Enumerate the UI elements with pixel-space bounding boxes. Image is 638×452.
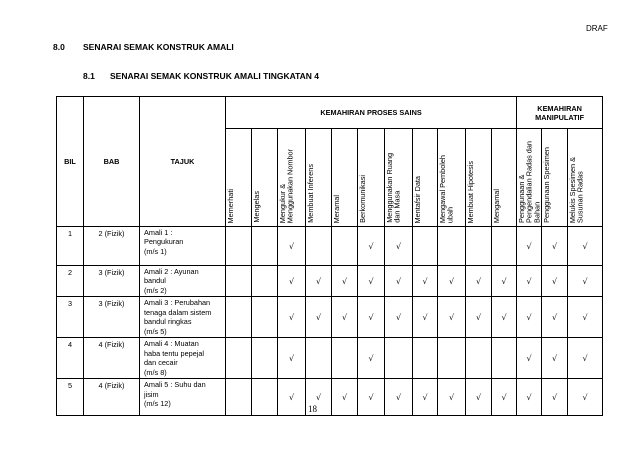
check-mark-icon: √ [475,276,482,286]
cell-skill-5 [358,379,385,416]
check-mark-icon: √ [552,312,558,322]
check-mark-icon: √ [501,276,507,286]
check-mark-icon: √ [368,353,374,363]
cell-skill-6 [385,227,413,266]
check-mark-icon: √ [315,276,322,286]
skill-label: Meramal [332,194,341,223]
cell-skill-9 [466,379,492,416]
check-mark-icon: √ [422,392,428,402]
check-mark-icon: √ [315,312,322,322]
skill-label: Membuat Hipotesis [466,160,475,223]
cell-skill-8 [438,379,466,416]
skill-label: Mengamal [492,188,501,223]
cell-skill-3 [306,338,332,379]
tajuk-line: tenaga dalam sistem [144,307,212,317]
cell-bil: 2 [57,266,84,297]
page-number: 18 [308,404,317,414]
section-title: SENARAI SEMAK KONSTRUK AMALI [83,42,234,52]
tajuk-line: jisim [144,389,159,399]
skill-label: Penggunaan Spesimen [542,147,552,223]
check-mark-icon: √ [395,312,402,322]
cell-skill-12 [542,227,568,266]
draft-label: DRAF [586,24,608,33]
tajuk-line: Amali 5 : Suhu dan [144,380,206,390]
tajuk-line: dan cecair [144,358,178,368]
cell-skill-2 [278,227,306,266]
cell-bil: 3 [57,297,84,338]
check-mark-icon: √ [526,276,532,286]
cell-skill-13 [568,227,603,266]
check-mark-icon: √ [341,392,348,402]
cell-skill-1 [252,297,278,338]
header-kemahiran-manipulatif-line1: KEMAHIRAN [537,103,582,113]
cell-skill-10 [492,338,517,379]
cell-bil: 4 [57,338,84,379]
header-skill-8 [438,129,466,227]
cell-skill-7 [413,379,438,416]
cell-skill-3 [306,266,332,297]
cell-skill-0 [226,379,252,416]
check-mark-icon: √ [582,241,588,251]
header-bil: BIL [57,97,84,227]
tajuk-line: Amali 1 : [144,228,173,237]
cell-skill-6 [385,266,413,297]
cell-skill-4 [332,379,358,416]
check-mark-icon: √ [288,241,295,251]
check-mark-icon: √ [368,276,374,286]
cell-bab: 4 (Fizik) [84,379,140,416]
cell-skill-7 [413,297,438,338]
skill-label: Penggunaan & Pengendalian Radas dan Bahan [517,141,542,223]
cell-skill-9 [466,338,492,379]
check-mark-icon: √ [582,392,588,402]
cell-skill-9 [466,227,492,266]
cell-skill-10 [492,379,517,416]
header-skill-10 [492,129,517,227]
tajuk-line: (m/s 8) [144,367,167,377]
check-mark-icon: √ [582,353,588,363]
check-mark-icon: √ [526,312,532,322]
check-mark-icon: √ [368,392,374,402]
check-mark-icon: √ [448,392,455,402]
cell-skill-3 [306,227,332,266]
check-mark-icon: √ [526,241,532,251]
header-skill-11 [517,129,542,227]
cell-skill-0 [226,266,252,297]
cell-bil: 1 [57,227,84,266]
skill-label: Menggunakan Ruang dan Masa [385,153,402,223]
check-mark-icon: √ [582,276,588,286]
check-mark-icon: √ [582,312,588,322]
table-row [57,338,603,379]
check-mark-icon: √ [395,392,402,402]
check-mark-icon: √ [288,353,295,363]
table-row [57,297,603,338]
cell-skill-1 [252,266,278,297]
cell-skill-12 [542,338,568,379]
skill-label: Melukis Spesimen & Susunan Radas [568,156,585,223]
check-mark-icon: √ [341,276,348,286]
cell-skill-8 [438,297,466,338]
cell-skill-2 [278,338,306,379]
cell-skill-8 [438,266,466,297]
cell-skill-0 [226,297,252,338]
header-skill-2 [278,129,306,227]
tajuk-line: Amali 3 : Perubahan [144,298,211,308]
check-mark-icon: √ [368,312,374,322]
cell-skill-13 [568,297,603,338]
skill-label: Mengawal Pemboleh ubah [438,154,455,223]
check-mark-icon: √ [526,353,532,363]
cell-skill-9 [466,266,492,297]
tajuk-line: (m/s 5) [144,326,167,336]
check-mark-icon: √ [448,276,455,286]
check-mark-icon: √ [501,312,507,322]
tajuk-line: Amali 4 : Muatan [144,339,199,349]
cell-skill-5 [358,297,385,338]
cell-skill-13 [568,338,603,379]
cell-tajuk [140,297,226,338]
tajuk-line: Pengukuran [144,237,184,247]
header-kemahiran-manipulatif [517,97,603,129]
cell-skill-5 [358,338,385,379]
check-mark-icon: √ [501,392,507,402]
check-mark-icon: √ [315,392,322,402]
cell-tajuk [140,227,226,266]
cell-skill-4 [332,297,358,338]
check-mark-icon: √ [368,241,374,251]
cell-bab: 3 (Fizik) [84,297,140,338]
check-mark-icon: √ [341,312,348,322]
skill-label: Membuat Inferens [306,164,315,223]
cell-skill-9 [466,297,492,338]
cell-skill-6 [385,297,413,338]
header-skill-1 [252,129,278,227]
skill-label: Mengukur & Menggunakan Nombor [278,148,295,223]
check-mark-icon: √ [552,276,558,286]
cell-skill-2 [278,297,306,338]
header-skill-3 [306,129,332,227]
table-row [57,227,603,266]
tajuk-line: (m/s 12) [144,399,171,409]
check-mark-icon: √ [448,312,455,322]
cell-skill-7 [413,266,438,297]
cell-skill-5 [358,266,385,297]
cell-skill-4 [332,338,358,379]
cell-skill-1 [252,338,278,379]
check-mark-icon: √ [475,312,482,322]
cell-skill-2 [278,266,306,297]
header-skill-6 [385,129,413,227]
check-mark-icon: √ [552,241,558,251]
skill-label: Mentafsir Data [413,175,422,223]
cell-bab: 2 (Fizik) [84,227,140,266]
tajuk-line: bandul [144,276,166,286]
cell-skill-12 [542,266,568,297]
checklist-table [56,96,603,416]
tajuk-line: (m/s 2) [144,285,167,295]
check-mark-icon: √ [288,312,295,322]
tajuk-line: bandul ringkas [144,317,192,327]
skill-label: Memerhati [226,188,235,223]
check-mark-icon: √ [552,392,558,402]
cell-skill-11 [517,379,542,416]
skill-label: Berkomunikasi [358,175,367,223]
cell-bil: 5 [57,379,84,416]
check-mark-icon: √ [552,353,558,363]
cell-skill-4 [332,227,358,266]
cell-skill-11 [517,338,542,379]
header-skill-7 [413,129,438,227]
cell-skill-13 [568,266,603,297]
cell-skill-0 [226,227,252,266]
tajuk-line: Amali 2 : Ayunan [144,267,199,276]
cell-skill-11 [517,297,542,338]
header-bab: BAB [84,97,140,227]
header-skill-0 [226,129,252,227]
cell-skill-1 [252,227,278,266]
cell-skill-8 [438,227,466,266]
cell-skill-13 [568,379,603,416]
cell-tajuk [140,266,226,297]
check-mark-icon: √ [526,392,532,402]
table-row [57,266,603,297]
cell-tajuk [140,379,226,416]
cell-skill-2 [278,379,306,416]
skill-label: Mengelas [252,191,261,223]
cell-bab: 3 (Fizik) [84,266,140,297]
cell-skill-12 [542,379,568,416]
subsection-number: 8.1 [83,71,95,81]
cell-skill-7 [413,338,438,379]
cell-skill-10 [492,227,517,266]
check-mark-icon: √ [395,241,402,251]
cell-bab: 4 (Fizik) [84,338,140,379]
cell-skill-6 [385,338,413,379]
cell-skill-4 [332,266,358,297]
check-mark-icon: √ [422,312,428,322]
cell-skill-10 [492,266,517,297]
header-skill-13 [568,129,603,227]
cell-skill-11 [517,266,542,297]
cell-skill-3 [306,297,332,338]
cell-skill-8 [438,338,466,379]
tajuk-line: haba tentu pepejal [144,348,205,358]
header-tajuk: TAJUK [140,97,226,227]
cell-skill-5 [358,227,385,266]
cell-skill-6 [385,379,413,416]
subsection-title: SENARAI SEMAK KONSTRUK AMALI TINGKATAN 4 [110,71,320,81]
check-mark-icon: √ [395,276,402,286]
header-skill-4 [332,129,358,227]
cell-skill-7 [413,227,438,266]
check-mark-icon: √ [422,276,428,286]
table-row [57,379,603,416]
cell-skill-10 [492,297,517,338]
header-skill-12 [542,129,568,227]
tajuk-line: (m/s 1) [144,246,167,256]
check-mark-icon: √ [475,392,482,402]
header-skill-5 [358,129,385,227]
check-mark-icon: √ [288,276,295,286]
check-mark-icon: √ [288,392,295,402]
header-kemahiran-proses-sains: KEMAHIRAN PROSES SAINS [226,97,517,129]
cell-skill-12 [542,297,568,338]
section-number: 8.0 [53,42,65,52]
cell-tajuk [140,338,226,379]
cell-skill-0 [226,338,252,379]
cell-skill-11 [517,227,542,266]
header-kemahiran-manipulatif-line2: MANIPULATIF [535,112,585,122]
header-skill-9 [466,129,492,227]
cell-skill-1 [252,379,278,416]
